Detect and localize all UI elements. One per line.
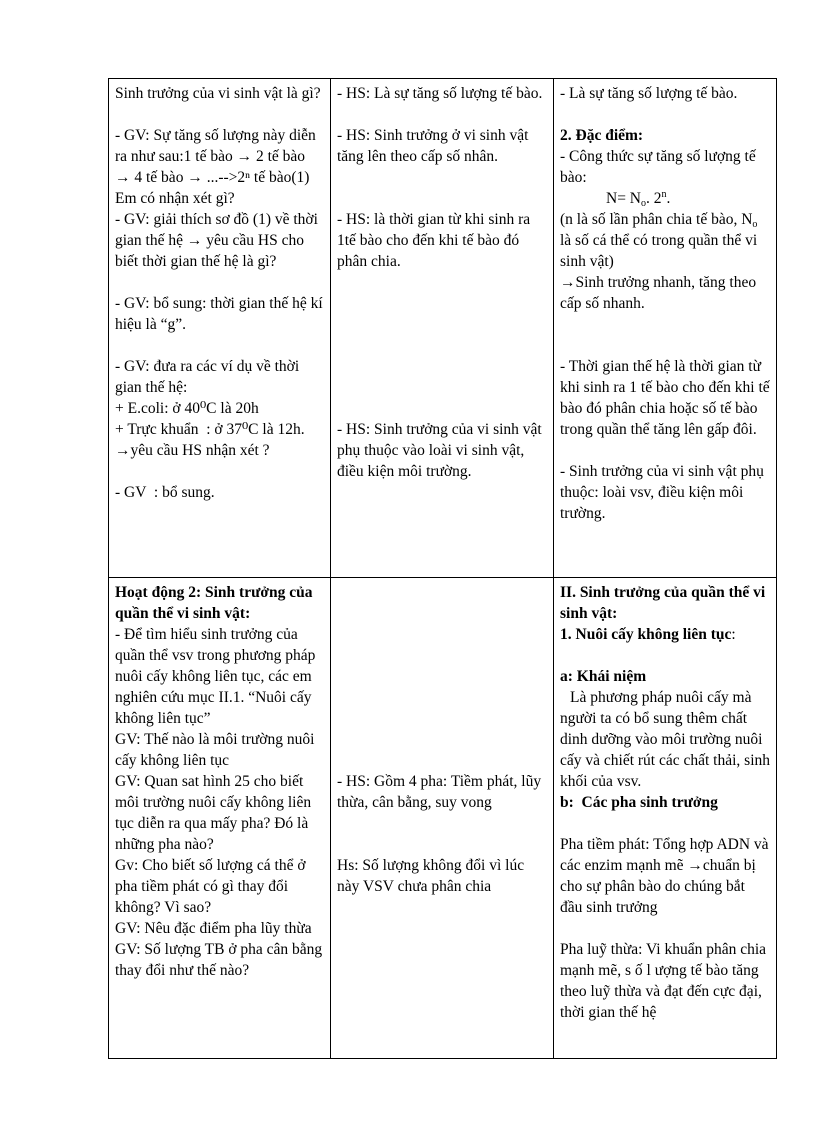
teacher-line: - GV : bổ sung. [115,484,215,501]
student-line [337,272,547,293]
student-line [337,188,547,209]
teacher-question: GV: Thế nào là môi trường nuôi cấy không liên tục [115,731,319,769]
student-activity-cell [331,79,554,578]
student-line [337,104,547,125]
teacher-line: - GV: bổ sung: thời gian thế hệ kí hiệu là “g”. [115,295,327,333]
teacher-line: - GV: đưa ra các ví dụ về thời gian thế hệ: [115,358,304,396]
subsection-batch-culture: 1. Nuôi cấy không liên tục: [560,626,736,643]
teacher-line: + Trực khuẩn : ở 37⁰C là 12h. [115,421,305,438]
student-line [337,377,547,398]
teacher-line [115,335,324,356]
generation-time-definition: - Thời gian thế hệ là thời gian từ khi sinh ra 1 tế bào cho đến khi tế bào đó phân chia hoặc số tế bào trong quần thể tăng lên gấp đôi. [560,358,774,438]
formula-note: (n là số lần phân chia tế bào, $N_o$ là số cá thể có trong quần thể vi sinh vật) [560,211,762,270]
log-phase-text: Pha luỹ thừa: Vi khuẩn phân chia mạnh mẽ, s ố l ượng tế bào tăng theo luỹ thừa và đạt đến cực đại, thời gian thế hệ [560,941,770,1021]
teacher-question: GV: Quan sat hình 25 cho biết môi trường nuôi cấy không liên tục diễn ra qua mấy pha? Đó là những pha nào? [115,773,315,853]
teacher-question: GV: Nêu đặc điểm pha lũy thừa [115,920,312,937]
teacher-line: - GV: giải thích sơ đồ (1) về thời gian thế hệ → yêu cầu HS cho biết thời gian thế hệ là gì? [115,211,322,270]
subsection-b-heading: b: Các pha sinh trưởng [560,794,718,811]
student-line [337,356,547,377]
teacher-line: Em có nhận xét gì? [115,190,235,207]
student-answer: Hs: Số lượng không đổi vì lúc này VSV chưa phân chia [337,857,528,895]
content-cell [554,79,777,578]
content-cell [554,578,777,1059]
table-row [109,79,777,578]
student-line [337,293,547,314]
student-answer: - HS: Gồm 4 pha: Tiềm phát, lũy thừa, cân bằng, suy vong [337,773,545,811]
growth-definition: - Là sự tăng số lượng tế bào. [560,85,738,102]
lesson-table [108,78,777,1059]
teacher-line: →yêu cầu HS nhận xét ? [115,442,270,459]
concept-definition: Là phương pháp nuôi cấy mà người ta có bổ sung thêm chất dinh dưỡng vào môi trường nuôi cấy và chiết rút các chất thải, sinh khối của vsv. [560,689,774,790]
section-heading-features: 2. Đặc điểm: [560,127,644,144]
student-line: - HS: Sinh trưởng của vi sinh vật phụ thuộc vào loài vi sinh vật, điều kiện môi trường. [337,421,546,480]
growth-formula: $N= N_o$. 2$^n$. [606,189,671,209]
teacher-question: - Để tìm hiểu sinh trưởng của quần thể vsv trong phương pháp nuôi cấy không liên tục, các em nghiên cứu mục II.1. “Nuôi cấy không liên tục” [115,626,320,727]
student-activity-cell [331,578,554,1059]
teacher-line [115,104,324,125]
section-heading-population: II. Sinh trưởng của quần thể vi sinh vật: [560,584,770,622]
teacher-line [115,272,324,293]
subsection-a-heading: a: Khái niệm [560,668,647,685]
teacher-line [115,461,324,482]
growth-conclusion: →Sinh trưởng nhanh, tăng theo cấp số nhanh. [560,274,760,312]
student-line: - HS: Sinh trưởng ở vi sinh vật tăng lên theo cấp số nhân. [337,127,533,165]
student-line: - HS: là thời gian từ khi sinh ra 1tế bào cho đến khi tế bào đó phân chia. [337,211,534,270]
student-line [337,335,547,356]
teacher-line: - GV: Sự tăng số lượng này diễn ra như sau:1 tế bào → 2 tế bào → 4 tế bào → ...-->2ⁿ tế bào(1) [115,127,320,186]
growth-factors: - Sinh trưởng của vi sinh vật phụ thuộc: loài vsv, điều kiện môi trường. [560,463,768,522]
student-line [337,314,547,335]
student-line: - HS: Là sự tăng số lượng tế bào. [337,85,543,102]
formula-intro: - Công thức sự tăng số lượng tế bào: [560,148,760,186]
teacher-question: GV: Số lượng TB ở pha cân bằng thay đổi như thế nào? [115,941,327,979]
lag-phase-text: Pha tiềm phát: Tổng hợp ADN và các enzim mạnh mẽ →chuẩn bị cho sự phân bào do chúng bắt đầu sinh trưởng [560,836,773,916]
teacher-activity-cell [109,578,331,1059]
student-line [337,167,547,188]
activity-heading: Hoạt động 2: Sinh trưởng của quần thể vi sinh vật: [115,584,317,622]
table-row [109,578,777,1059]
teacher-line: Sinh trưởng của vi sinh vật là gì? [115,85,321,102]
teacher-line: + E.coli: ở 40⁰C là 20h [115,400,259,417]
student-line [337,398,547,419]
teacher-activity-cell [109,79,331,578]
teacher-question: Gv: Cho biết số lượng cá thể ở pha tiềm phát có gì thay đổi không? Vì sao? [115,857,310,916]
